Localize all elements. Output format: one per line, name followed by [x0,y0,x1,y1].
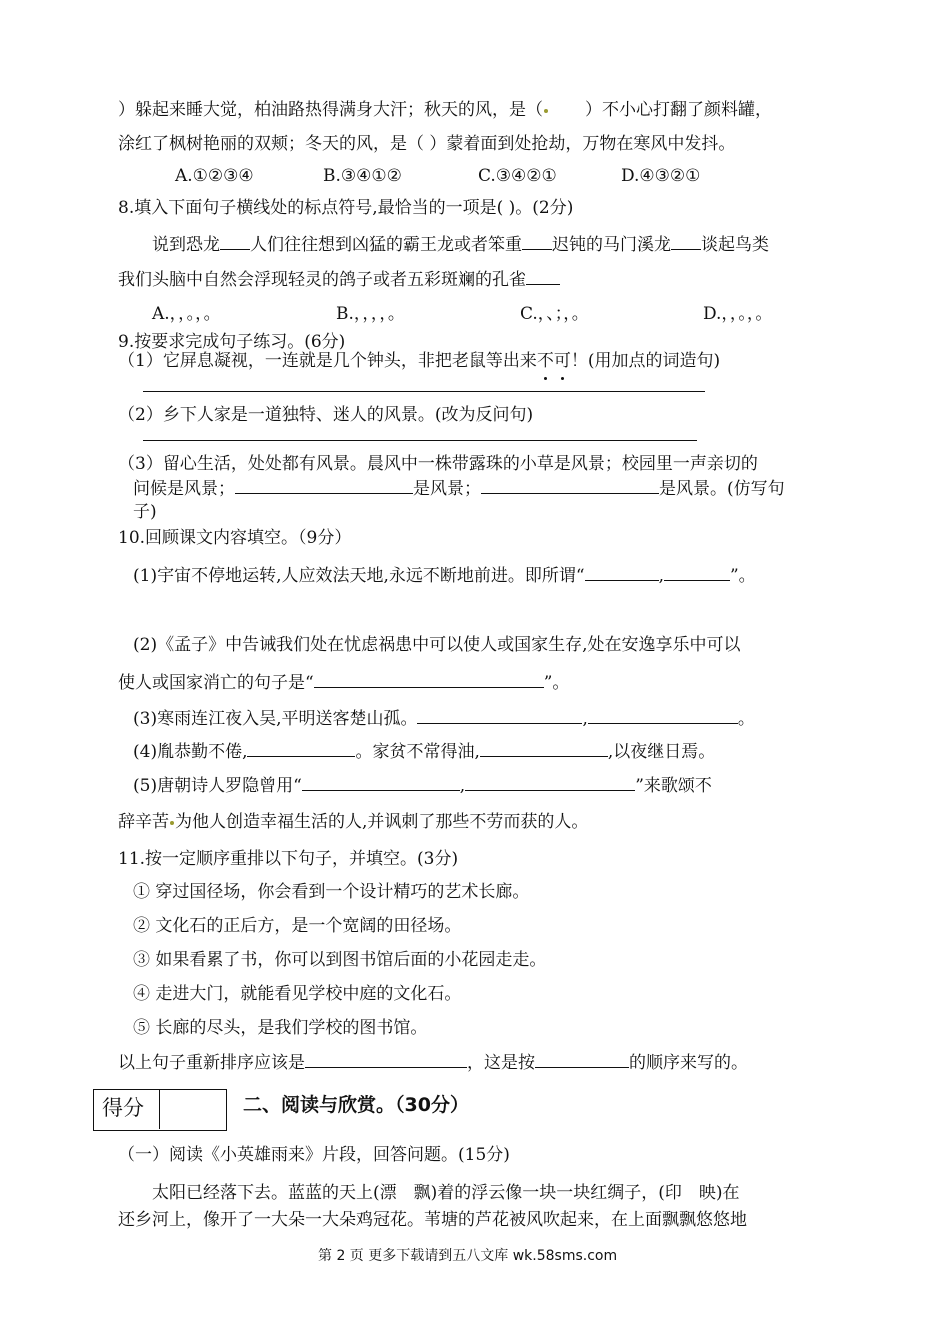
q9-item-1 [118,349,720,373]
blank[interactable] [417,706,582,724]
q10-p4b: 。家贫不常得油, [355,742,480,762]
blank[interactable] [588,706,738,724]
q9-s3b3: 是风景。(仿写句 [659,479,785,499]
q11-item-3: ③ 如果看累了书，你可以到图书馆后面的小花园走走。 [133,950,547,970]
blank[interactable] [314,670,544,688]
score-label: 得分 [102,1096,144,1120]
answer-line[interactable] [143,440,697,441]
q10-p5e: 为他人创造幸福生活的人,并讽刺了那些不劳而获的人。 [175,812,589,832]
q10-item-5-line-2 [118,810,588,834]
score-entry-field[interactable] [160,1090,224,1128]
q8-sentence-line-2 [118,267,560,292]
q7-option-c: C.③④②① [478,166,557,186]
q7-line-1 [118,98,772,122]
q9-item-2: （2）乡下人家是一道独特、迷人的风景。(改为反问句) [118,405,534,425]
q11-ans-c: 的顺序来写的。 [629,1053,748,1073]
blank[interactable] [480,739,608,757]
q9-s3b2: 是风景； [413,479,481,499]
q11-answer [118,1050,748,1075]
q10-p5d: 辞辛苦 [118,812,169,832]
q9-item-3-line-2 [133,476,785,501]
q8-option-c: C.，、；，。 [520,304,589,324]
page-footer: 第 2 页 更多下载请到五八文库 wk.58sms.com [318,1248,618,1264]
dotted-char: 可 [553,351,571,371]
ink-speck [170,821,174,825]
q7-option-d: D.④③②① [621,166,701,186]
q11-item-5: ⑤ 长廊的尽头，是我们学校的图书馆。 [133,1018,428,1038]
q11-title: 11.按一定顺序重排以下句子，并填空。(3分) [118,849,459,869]
q8-option-b: B.，，，，。 [336,304,405,324]
blank[interactable] [247,739,355,757]
q7-option-b: B.③④①② [323,166,402,186]
q8-s1d: 谈起鸟类 [701,235,769,255]
q10-item-2-line-2 [118,670,569,695]
q7-line-2: 涂红了枫树艳丽的双颊；冬天的风，是（ ）蒙着面到处抢劫，万物在寒风中发抖。 [118,134,736,154]
q8-title: 8.填入下面句子横线处的标点符号,最恰当的一项是( )。(2分) [118,198,574,218]
blank[interactable] [535,1050,629,1068]
q10-p1a: (1)宇宙不停地运转,人应效法天地,永远不断地前进。即所谓“ [133,566,585,586]
q8-sentence-line-1 [152,232,769,257]
blank[interactable] [302,773,460,791]
q9-item-3-line-1: （3）留心生活，处处都有风景。晨风中一株带露珠的小草是风景；校园里一声亲切的 [118,454,758,474]
dotted-char: 不 [536,351,554,371]
q11-item-1: ① 穿过国径场，你会看到一个设计精巧的艺术长廊。 [133,882,530,902]
section-title: 二、阅读与欣赏。（30分） [243,1094,469,1116]
q10-p5c: ”来歌颂不 [635,776,712,796]
answer-line[interactable] [143,391,705,392]
blank[interactable] [220,232,250,250]
q10-p3b: , [582,709,588,729]
q10-p2b: 使人或国家消亡的句子是“ [118,673,314,693]
q10-title: 10.回顾课文内容填空。（9分） [118,528,352,548]
q10-item-5-line-1 [133,773,712,798]
q11-ans-a: 以上句子重新排序应该是 [118,1053,305,1073]
q10-p4a: (4)胤恭勤不倦, [133,742,248,762]
blank[interactable] [305,1050,467,1068]
q10-p1b: , [658,566,664,586]
q7-line1-text: ）躲起来睡大觉，柏油路热得满身大汗；秋天的风，是（ [118,100,543,120]
q8-s1c: 迟钝的马门溪龙 [552,235,671,255]
blank[interactable] [481,476,659,494]
q10-item-1 [133,563,756,588]
blank[interactable] [664,563,730,581]
q10-p3a: (3)寒雨连江夜入吴,平明送客楚山孤。 [133,709,418,729]
q10-item-2-line-1: (2)《孟子》中告诫我们处在忧虑祸患中可以使人或国家生存,处在安逸享乐中可以 [133,635,741,655]
q11-ans-b: ，这是按 [467,1053,535,1073]
blank[interactable] [585,563,659,581]
q9-title: 9.按要求完成句子练习。(6分) [118,332,346,352]
q8-s1b: 人们往往想到凶猛的霸王龙或者笨重 [250,235,522,255]
q10-p3c: 。 [737,709,755,729]
q9-s3b1: 问候是风景； [133,479,235,499]
q11-item-4: ④ 走进大门，就能看见学校中庭的文化石。 [133,984,462,1004]
blank[interactable] [235,476,413,494]
q9-s1c: ！(用加点的词造句) [570,351,721,371]
section2-subtitle: （一）阅读《小英雄雨来》片段，回答问题。(15分) [118,1145,510,1165]
q9-item-3-line-3: 子) [133,502,157,522]
q8-option-a: A.，，。，。 [152,304,221,324]
q7-option-a: A.①②③④ [175,166,254,186]
q8-option-d: D.，，。，。 [703,304,773,324]
q10-p5a: (5)唐朝诗人罗隐曾用“ [133,776,302,796]
q10-p5b: , [459,776,466,796]
passage-line-2: 还乡河上，像开了一大朵一大朵鸡冠花。苇塘的芦花被风吹起来，在上面飘飘悠悠地 [118,1210,747,1230]
q11-item-2: ② 文化石的正后方，是一个宽阔的田径场。 [133,916,462,936]
blank[interactable] [526,267,560,285]
q10-item-3 [133,706,755,731]
q7-line1b-text: ）不小心打翻了颜料罐， [585,100,772,120]
blank[interactable] [671,232,701,250]
blank[interactable] [465,773,635,791]
q9-s1a: （1）它屏息凝视，一连就是几个钟头，非把老鼠等出来 [118,351,537,371]
q10-p1c: ”。 [729,566,756,586]
q8-s2: 我们头脑中自然会浮现轻灵的鸽子或者五彩斑斓的孔雀 [118,270,526,290]
ink-speck [544,109,548,113]
passage-line-1: 太阳已经落下去。蓝蓝的天上(漂 飘)着的浮云像一块一块红绸子，(印 映)在 [152,1183,740,1203]
blank[interactable] [522,232,552,250]
q8-s1a: 说到恐龙 [152,235,220,255]
q10-p4c: ,以夜继日焉。 [607,742,716,762]
q10-p2c: ”。 [543,673,570,693]
q10-item-4 [133,739,715,764]
